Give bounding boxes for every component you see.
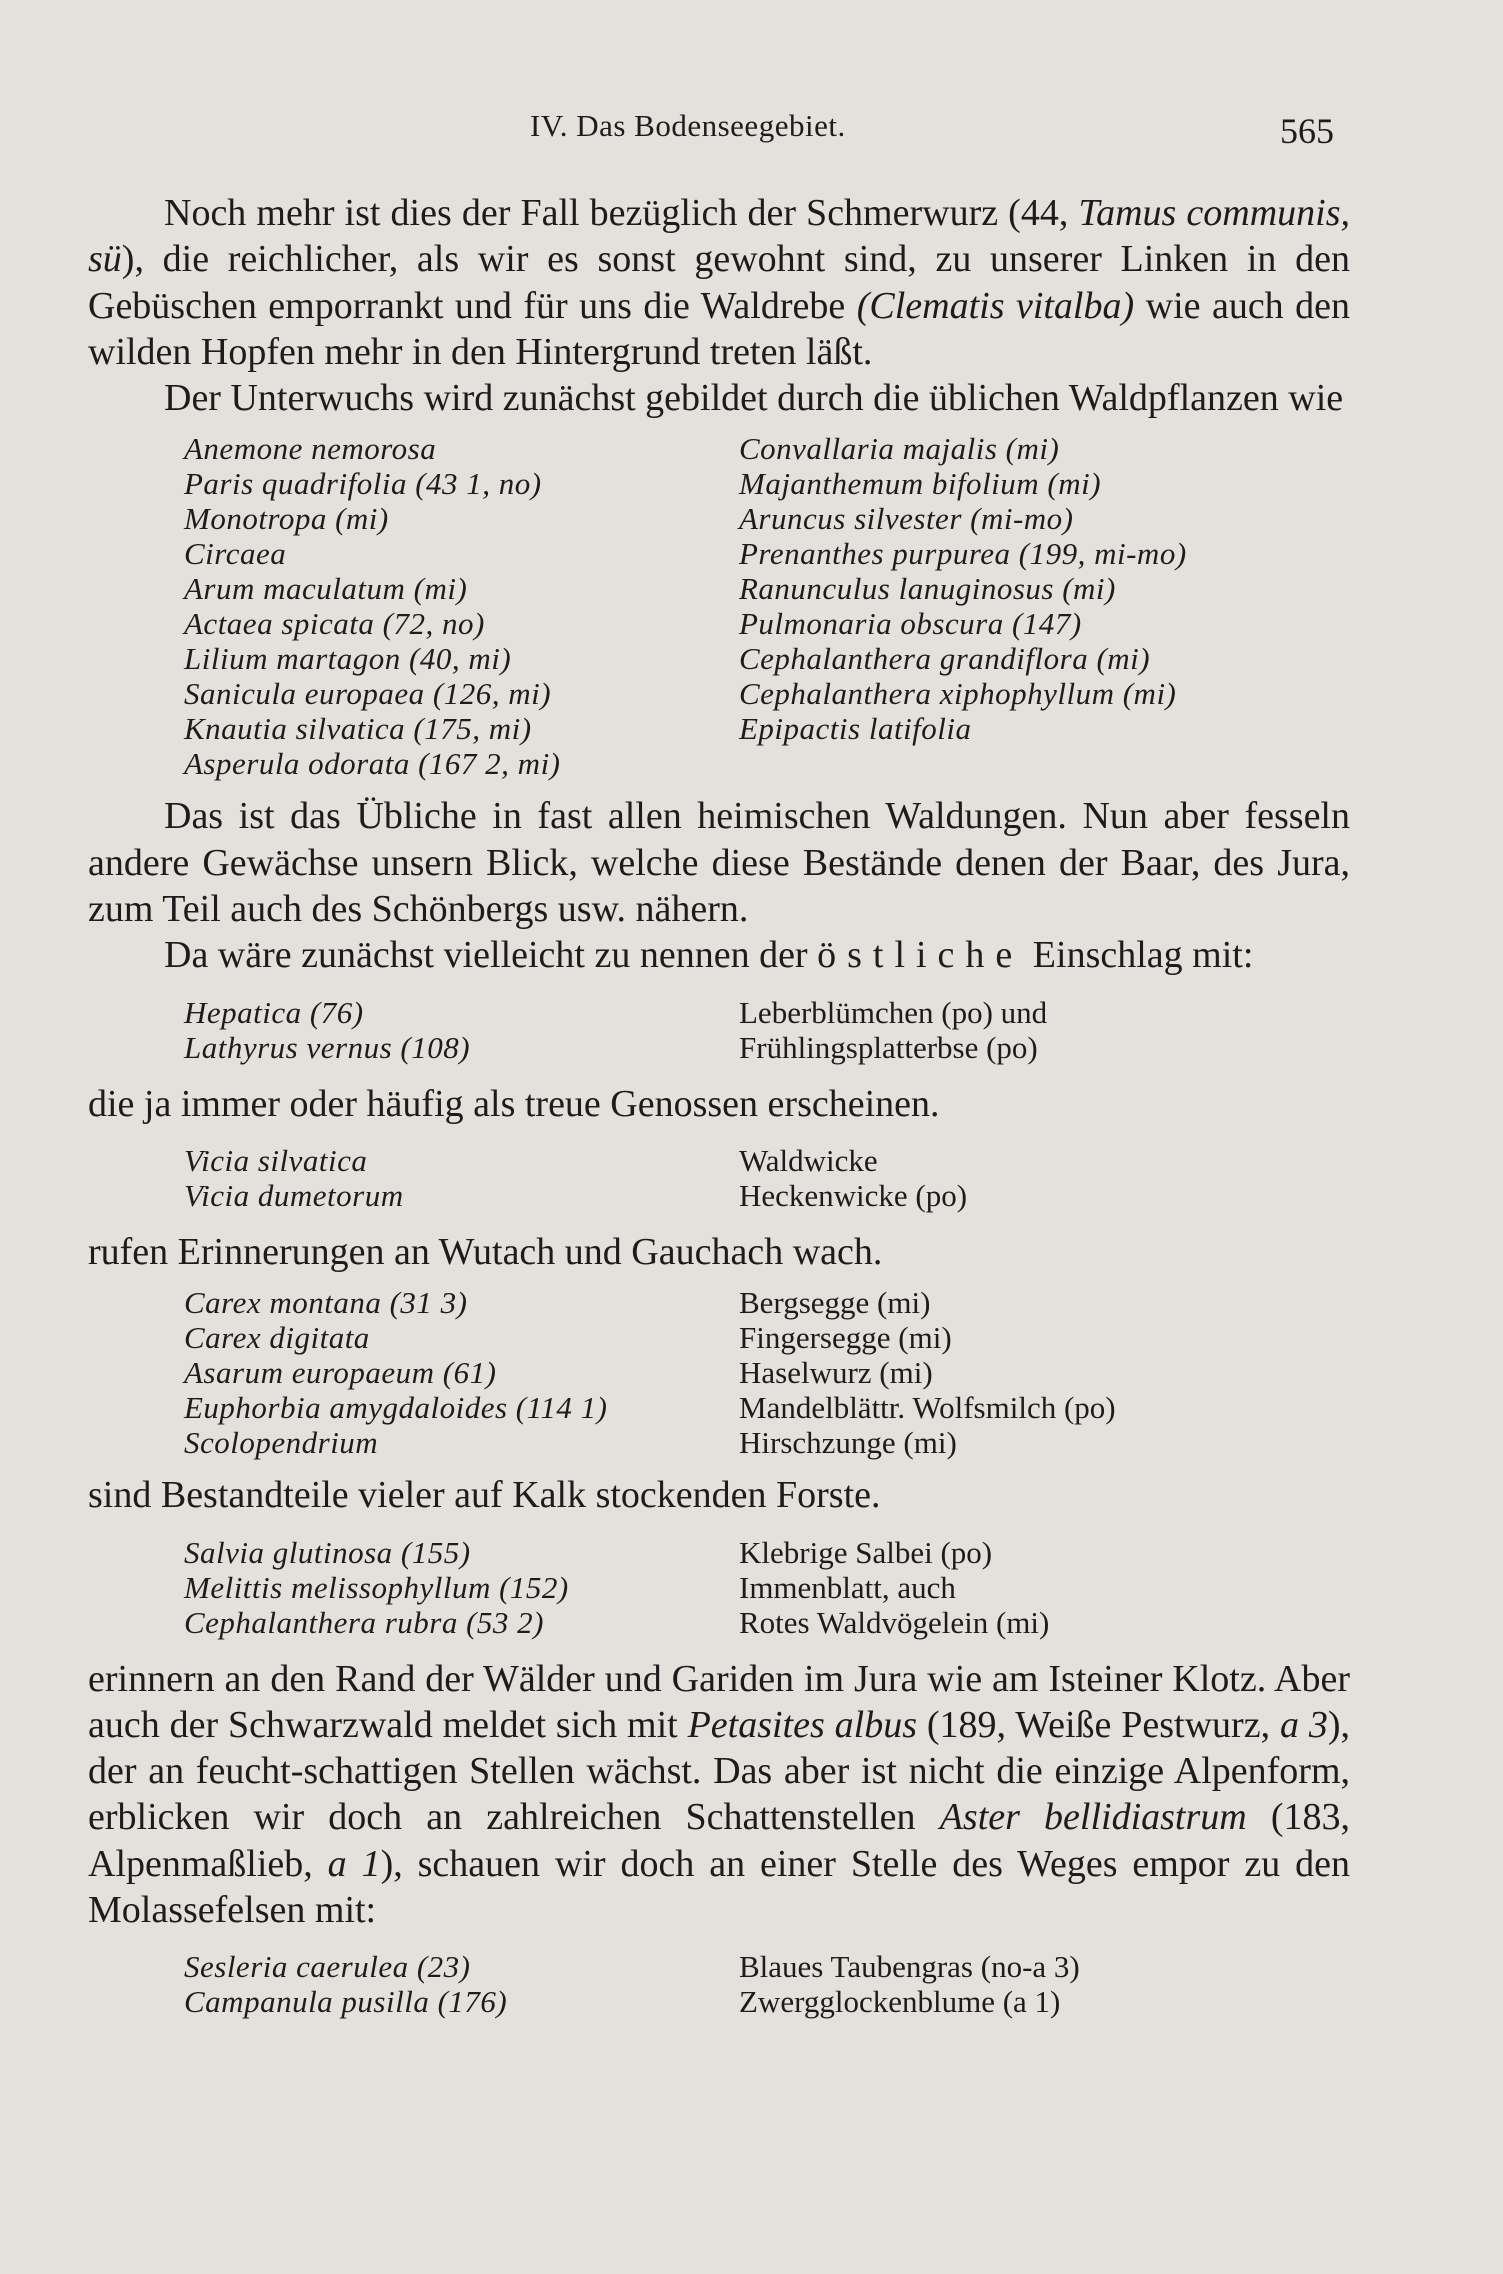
paragraph-uebliche: Das ist das Übliche in fast allen heimischen Waldungen. Nun aber fesseln andere Gewächse unsern Blick, welche diese Bestände denen der Baar, des Jura, zum Teil auch des Schönbergs usw. nähern.: [88, 795, 1350, 931]
species-latin-name: Cephalanthera rubra (53 2): [184, 1604, 545, 1640]
species-latin-name: Melittis melissophyllum (152): [184, 1569, 569, 1605]
species-latin-name: Asperula odorata (167 2, mi): [184, 746, 561, 782]
species-latin-name: Asarum europaeum (61): [184, 1355, 497, 1391]
zone-code: a 1: [327, 1842, 381, 1885]
text-run: ), schauen wir doch an einer Stelle des Weges empor zu den Molassefelsen mit:: [88, 1842, 1350, 1932]
species-row: [184, 1143, 1350, 1178]
species-latin-name: Vicia dumetorum: [184, 1177, 404, 1213]
species-latin-name: Ranunculus lanuginosus (mi): [739, 571, 1116, 607]
species-common-name: Zwergglockenblume (a 1): [739, 1984, 1061, 2020]
species-latin-name: Sesleria caerulea (23): [184, 1949, 471, 1985]
species-latin-name: Prenanthes purpurea (199, mi-mo): [739, 536, 1187, 572]
species-latin-name: Aruncus silvester (mi-mo): [739, 501, 1074, 537]
zone-code: a 3: [1279, 1703, 1328, 1746]
spaced-emphasis: östliche: [817, 934, 1024, 977]
species-common-name: Waldwicke: [739, 1142, 878, 1178]
species-common-name: Rotes Waldvögelein (mi): [739, 1604, 1050, 1640]
text-run: (183, Alpenmaßlieb,: [88, 1796, 1350, 1885]
paragraph-genossen: die ja immer oder häufig als treue Genossen erscheinen.: [88, 1082, 940, 1125]
species-row: [184, 501, 1350, 536]
text-run: ), der an feucht-schattigen Stellen wächst. Das aber ist nicht die einzige Alpenform, erblicken wir doch an zahlreichen Schattenstellen: [88, 1703, 1351, 1839]
species-latin-name: Cephalanthera xiphophyllum (mi): [739, 676, 1177, 712]
running-title: IV. Das Bodenseegebiet.: [530, 108, 846, 143]
species-latin-name: Convallaria majalis (mi): [739, 431, 1060, 467]
paragraph-alpenform: [88, 1656, 1350, 1934]
species-row: [184, 1535, 1350, 1570]
species-row: [184, 466, 1350, 501]
species-common-name: Klebrige Salbei (po): [739, 1534, 993, 1570]
text-run: Noch mehr ist dies der Fall bezüglich der Schmerwurz (44,: [164, 192, 1079, 234]
species-latin-name: Campanula pusilla (176): [184, 1984, 508, 2020]
species-list-wicken: [184, 1143, 1350, 1213]
page-body: [88, 190, 1350, 2035]
species-common-name: Fingersegge (mi): [739, 1320, 952, 1356]
page-header: [0, 108, 1503, 158]
species-name: Tamus communis, sü: [88, 192, 1350, 281]
species-latin-name: Majanthemum bifolium (mi): [739, 466, 1102, 502]
species-list-waldpflanzen: [184, 431, 1350, 781]
species-latin-name: Circaea: [184, 536, 287, 572]
species-latin-name: Vicia silvatica: [184, 1142, 368, 1178]
text-run: erinnern an den Rand der Wälder und Gariden im Jura wie am Isteiner Klotz. Aber auch der Schwarzwald meldet sich mit: [88, 1657, 1350, 1746]
species-latin-name: Anemone nemorosa: [184, 431, 437, 467]
text-run: Da wäre zunächst vielleicht zu nennen der: [164, 934, 818, 977]
paragraph-schmerwurz: [88, 190, 1350, 375]
species-common-name: Haselwurz (mi): [739, 1355, 933, 1391]
species-common-name: Blaues Taubengras (no-a 3): [739, 1949, 1080, 1985]
species-latin-name: Cephalanthera grandiflora (mi): [739, 641, 1151, 677]
species-row: [184, 1390, 1350, 1425]
species-row: [184, 1949, 1350, 1984]
species-latin-name: Monotropa (mi): [184, 501, 389, 537]
paragraph-forste: sind Bestandteile vieler auf Kalk stockenden Forste.: [88, 1474, 881, 1517]
species-common-name: Bergsegge (mi): [739, 1285, 931, 1321]
species-row: [184, 536, 1350, 571]
species-row: [184, 641, 1350, 676]
species-row: [184, 1285, 1350, 1320]
species-name: (Clematis vitalba): [856, 284, 1135, 327]
species-list-oestlich: [184, 995, 1350, 1065]
species-row: [184, 1320, 1350, 1355]
species-common-name: Heckenwicke (po): [739, 1177, 968, 1213]
species-latin-name: [739, 746, 1350, 781]
species-list-molasse: [184, 1949, 1350, 2019]
text-run: Einschlag mit:: [1023, 934, 1254, 977]
species-row: [184, 676, 1350, 711]
species-row: [184, 1178, 1350, 1213]
species-row: [184, 1984, 1350, 2019]
page-number: 565: [1280, 111, 1334, 151]
paragraph-unterwuchs: Der Unterwuchs wird zunächst gebildet durch die üblichen Waldpflanzen wie: [164, 377, 1344, 420]
species-row: [184, 711, 1350, 746]
species-latin-name: Lilium martagon (40, mi): [184, 641, 512, 677]
text-run: (189, Weiße Pestwurz,: [917, 1703, 1280, 1746]
paragraph-oestliche: [88, 932, 1350, 978]
species-row: [184, 746, 1350, 781]
species-latin-name: Arum maculatum (mi): [184, 571, 468, 607]
species-latin-name: Knautia silvatica (175, mi): [184, 711, 532, 747]
species-latin-name: Sanicula europaea (126, mi): [184, 676, 552, 712]
species-latin-name: Carex montana (31 3): [184, 1285, 468, 1321]
paragraph-wutach: rufen Erinnerungen an Wutach und Gauchach wach.: [88, 1230, 883, 1273]
species-row: [184, 606, 1350, 641]
species-common-name: Immenblatt, auch: [739, 1569, 956, 1605]
species-row: [184, 571, 1350, 606]
species-name: Petasites albus: [687, 1703, 918, 1746]
species-row: [184, 1570, 1350, 1605]
species-latin-name: Lathyrus vernus (108): [184, 1029, 471, 1065]
species-latin-name: Salvia glutinosa (155): [184, 1534, 471, 1570]
species-row: [184, 1425, 1350, 1460]
species-common-name: Frühlingsplatterbse (po): [739, 1029, 1038, 1065]
species-row: [184, 995, 1350, 1030]
species-latin-name: Pulmonaria obscura (147): [739, 606, 1082, 642]
species-latin-name: Epipactis latifolia: [739, 711, 972, 747]
species-common-name: Hirschzunge (mi): [739, 1425, 957, 1461]
species-row: [184, 431, 1350, 466]
species-list-kalk: [184, 1285, 1350, 1460]
species-row: [184, 1605, 1350, 1640]
species-name: Aster bellidiastrum: [939, 1796, 1247, 1839]
species-latin-name: Hepatica (76): [184, 994, 364, 1030]
text-run: ), die reichlicher, als wir es sonst gewohnt sind, zu unserer Linken in den Gebüschen emporrankt und für uns die Waldrebe: [88, 238, 1350, 327]
species-latin-name: Actaea spicata (72, no): [184, 606, 485, 642]
species-latin-name: Paris quadrifolia (43 1, no): [184, 466, 542, 502]
text-run: wie auch den wilden Hopfen mehr in den Hintergrund treten läßt.: [88, 284, 1351, 373]
species-latin-name: Carex digitata: [184, 1320, 370, 1356]
species-row: [184, 1030, 1350, 1065]
species-common-name: Leberblümchen (po) und: [739, 994, 1048, 1030]
species-common-name: Mandelblättr. Wolfsmilch (po): [739, 1390, 1116, 1426]
species-latin-name: Euphorbia amygdaloides (114 1): [184, 1390, 608, 1426]
species-list-jura: [184, 1535, 1350, 1640]
species-row: [184, 1355, 1350, 1390]
species-latin-name: Scolopendrium: [184, 1425, 379, 1461]
